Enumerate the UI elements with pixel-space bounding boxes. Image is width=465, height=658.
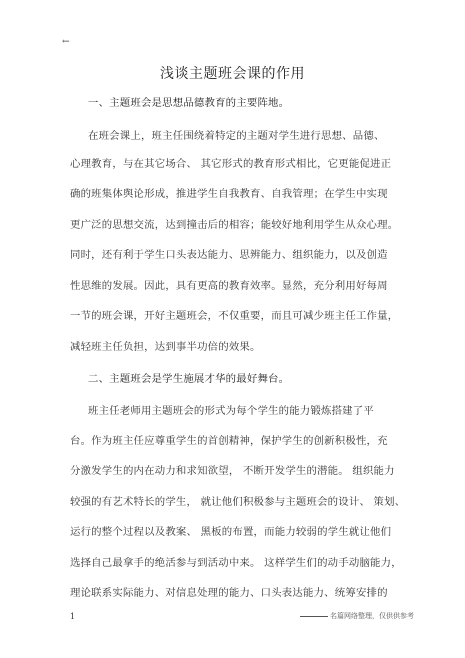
text-line: 台。作为班主任应尊重学生的首创精神，保护学生的创新积极性，充 [70,435,388,447]
corner-mark: ← [62,37,70,47]
text-line: 在班会课上，班主任围绕着特定的主题对学生进行思想、品德、 [88,130,385,142]
document-title: 浅谈主题班会课的作用 [160,66,305,82]
text-line: 确的班集体舆论形成，推进学生自我教育、自我管理；在学生中实现 [70,188,388,200]
footer-rule [300,616,328,617]
footer-note [300,611,414,621]
text-line: 运行的整个过程以及教案、 黑板的布置，而能力较弱的学生就让他们 [70,526,392,538]
page-number: 1 [70,612,76,621]
section-heading-2: 二、主题班会是学生施展才华的最好舞台。 [88,373,290,385]
section-heading-1: 一、主题班会是思想品德教育的主要阵地。 [88,97,290,109]
text-line: 理论联系实际能力、对信息处理的能力、口头表达能力、统筹安排的 [70,587,388,599]
text-line: 性思维的发展。因此，具有更高的教育效率。显然，充分利用好每周 [70,280,388,292]
text-line: 心理教育，与在其它场合、 其它形式的教育形式相比，它更能促进正 [70,158,392,170]
text-line: 分激发学生的内在动力和求知欲望， 不断开发学生的潜能。 组织能力 [70,465,395,477]
text-line: 班主任老师用主题班会的形式为每个学生的能力锻炼搭建了平 [88,405,374,417]
text-line: 同时，还有利于学生口头表达能力、思辨能力、组织能力，以及创造 [70,249,388,261]
footer-note-text: 名篇网络整理，仅供供参考 [330,612,414,620]
text-line: 较强的有艺术特长的学生， 就让他们积极参与主题班会的设计、 策划、 [70,496,406,508]
text-line: 一节的班会课，开好主题班会，不仅重要，而且可减少班主任工作量， [70,310,399,322]
text-line: 减轻班主任负担，达到事半功倍的效果。 [70,341,261,353]
text-line: 更广泛的思想交流，达到撞击后的相容；能较好地利用学生从众心理。 [70,219,399,231]
text-line: 选择自己最拿手的绝活参与到活动中来。 这样学生们的动手动脑能力， [70,557,402,569]
